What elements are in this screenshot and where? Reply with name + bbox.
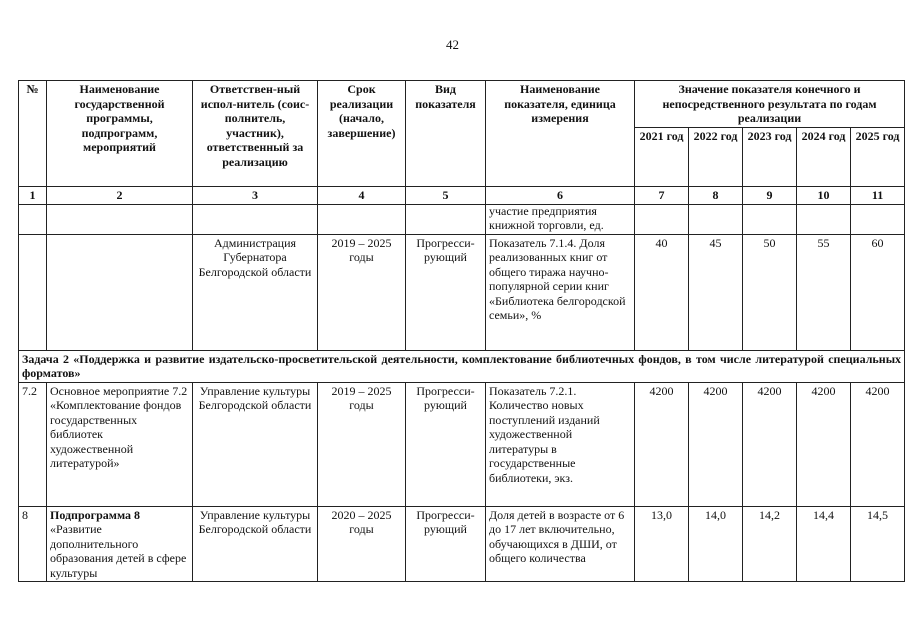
row-number-cell: 8 bbox=[19, 506, 47, 582]
header-indicator-type: Вид показателя bbox=[406, 81, 486, 187]
table-row bbox=[19, 382, 905, 506]
value-cell: 40 bbox=[635, 234, 689, 350]
column-number: 5 bbox=[406, 187, 486, 205]
value-cell: 14,5 bbox=[851, 506, 905, 582]
header-period: Срок реализации (начало, завершение) bbox=[318, 81, 406, 187]
value-cell: 4200 bbox=[743, 382, 797, 506]
program-name-cell: Основное мероприятие 7.2 «Комплектование фондов государственных библиотек художественной литературой» bbox=[47, 382, 193, 506]
column-number: 1 bbox=[19, 187, 47, 205]
executor-cell: Администрация Губернатора Белгородской области bbox=[193, 234, 318, 350]
program-name-cell bbox=[47, 506, 193, 582]
indicator-type-cell: Прогресси-рующий bbox=[406, 234, 486, 350]
indicator-type-cell: Прогресси-рующий bbox=[406, 382, 486, 506]
executor-cell: Управление культуры Белгородской области bbox=[193, 506, 318, 582]
header-year: 2025 год bbox=[851, 128, 905, 187]
subprogram-name: «Развитие дополнительного образования детей в сфере культуры bbox=[50, 522, 187, 580]
header-executor: Ответствен-ный испол-нитель (соис-полнитель, участник), ответственный за реализацию bbox=[193, 81, 318, 187]
header-year: 2023 год bbox=[743, 128, 797, 187]
task-row bbox=[19, 350, 905, 382]
column-number: 10 bbox=[797, 187, 851, 205]
value-cell: 4200 bbox=[689, 382, 743, 506]
subprogram-title: Подпрограмма 8 bbox=[50, 507, 141, 522]
header-indicator-name: Наименование показателя, единица измерения bbox=[486, 81, 635, 187]
column-number-row bbox=[19, 187, 905, 205]
indicator-name-cell: Показатель 7.1.4. Доля реализованных книг от общего тиража научно-популярной серии книг «Библиотека белгородской семьи», % bbox=[486, 234, 635, 350]
value-cell: 60 bbox=[851, 234, 905, 350]
value-cell: 45 bbox=[689, 234, 743, 350]
indicator-continuation: участие предприятия книжной торговли, ед. bbox=[489, 203, 604, 232]
value-cell: 50 bbox=[743, 234, 797, 350]
column-number: 7 bbox=[635, 187, 689, 205]
period-cell: 2020 – 2025 годы bbox=[318, 506, 406, 582]
period-cell: 2019 – 2025 годы bbox=[318, 234, 406, 350]
indicator-name-cell: Доля детей в возрасте от 6 до 17 лет включительно, обучающихся в ДШИ, от общего количества bbox=[486, 506, 635, 582]
header-year: 2022 год bbox=[689, 128, 743, 187]
indicator-type-cell: Прогресси-рующий bbox=[406, 506, 486, 582]
header-values-group: Значение показателя конечного и непосредственного результата по годам реализации bbox=[635, 81, 905, 128]
value-cell: 4200 bbox=[635, 382, 689, 506]
column-number: 9 bbox=[743, 187, 797, 205]
executor-cell: Управление культуры Белгородской области bbox=[193, 382, 318, 506]
column-number: 4 bbox=[318, 187, 406, 205]
column-number: 6 bbox=[486, 187, 635, 205]
header-year: 2021 год bbox=[635, 128, 689, 187]
row-number-cell: 7.2 bbox=[19, 382, 47, 506]
column-number: 2 bbox=[47, 187, 193, 205]
table-row bbox=[19, 506, 905, 582]
table-row bbox=[19, 234, 905, 350]
table-row bbox=[19, 204, 905, 234]
column-number: 11 bbox=[851, 187, 905, 205]
page-number: 42 bbox=[446, 37, 459, 52]
period-cell: 2019 – 2025 годы bbox=[318, 382, 406, 506]
header-year: 2024 год bbox=[797, 128, 851, 187]
header-number: № bbox=[19, 81, 47, 187]
column-number: 3 bbox=[193, 187, 318, 205]
value-cell: 13,0 bbox=[635, 506, 689, 582]
value-cell: 14,0 bbox=[689, 506, 743, 582]
indicators-table bbox=[18, 80, 905, 582]
header-program-name: Наименование государственной программы, подпрограмм, мероприятий bbox=[47, 81, 193, 187]
indicator-name-cell: Показатель 7.2.1. Количество новых поступлений изданий художественной литературы в государственные библиотеки, экз. bbox=[486, 382, 635, 506]
column-number: 8 bbox=[689, 187, 743, 205]
value-cell: 14,4 bbox=[797, 506, 851, 582]
value-cell: 55 bbox=[797, 234, 851, 350]
value-cell: 4200 bbox=[851, 382, 905, 506]
value-cell: 14,2 bbox=[743, 506, 797, 582]
value-cell: 4200 bbox=[797, 382, 851, 506]
task-heading: Задача 2 «Поддержка и развитие издательско-просветительской деятельности, комплектование библиотечных фондов, в том числе литературой специальных форматов» bbox=[19, 350, 905, 382]
